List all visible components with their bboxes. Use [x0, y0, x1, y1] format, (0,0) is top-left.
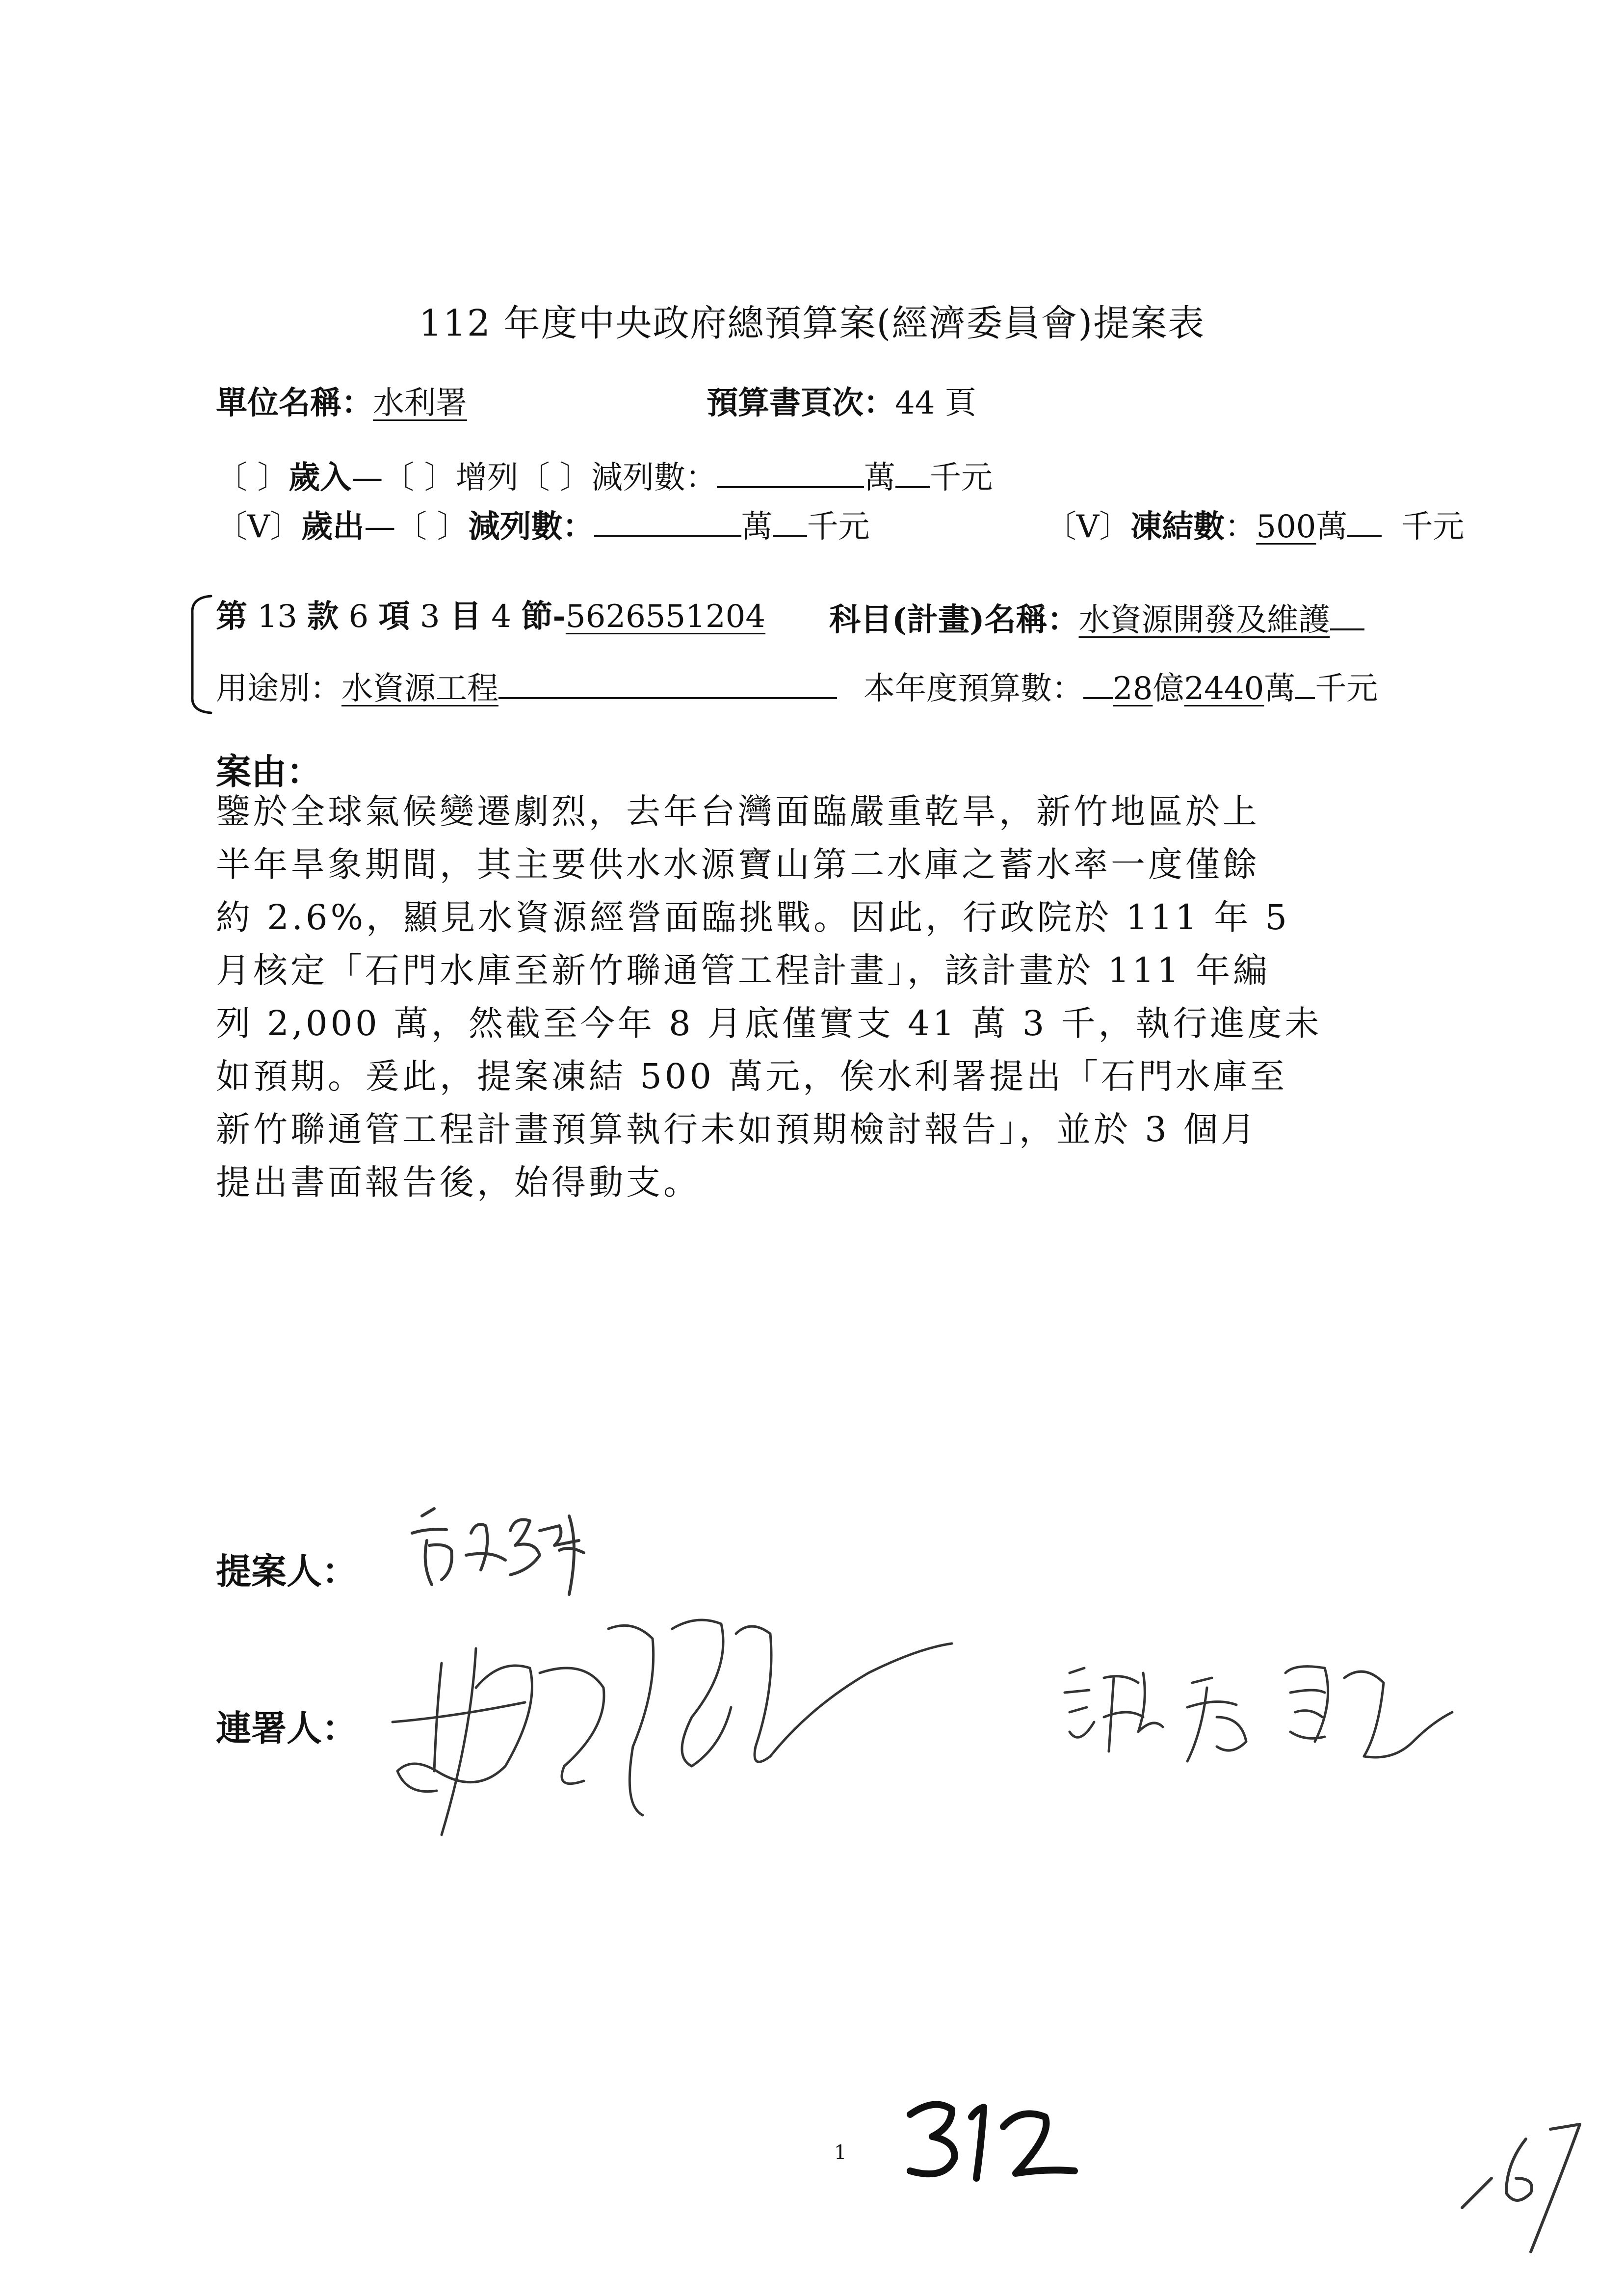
revenue-wan-blank [717, 459, 864, 488]
revenue-dash: — [351, 460, 383, 496]
revenue-add-checkbox: 〔 〕 [383, 460, 456, 496]
revenue-add-label: 增列 [455, 460, 519, 496]
budget-yi: 28 [1113, 671, 1153, 707]
page-ref-row [707, 385, 976, 421]
reason-line: 列 2,000 萬，然截至今年 8 月底僅實支 41 萬 3 千，執行進度未 [216, 1003, 1322, 1044]
budget-wan-label: 萬 [1264, 671, 1296, 707]
proposer-label: 提案人： [216, 1550, 358, 1592]
budget-yi-blank [1083, 670, 1113, 699]
expense-wan-label: 萬 [741, 509, 773, 545]
subject-label: 科目(計畫)名稱： [829, 601, 1079, 638]
revenue-checkbox: 〔 〕 [216, 460, 289, 496]
revenue-qian-blank [895, 459, 930, 488]
expense-dash: — [364, 509, 396, 545]
revenue-line [216, 459, 993, 494]
handwritten-number-312 [898, 2090, 1084, 2183]
usage-line [216, 670, 837, 707]
budget-qian-blank [1295, 670, 1315, 699]
unit-value: 水利署 [373, 385, 467, 421]
item-mu: 3 [419, 599, 440, 635]
freeze-checkbox: 〔V〕 [1045, 509, 1131, 545]
item-line [216, 598, 766, 635]
cosigner-signature-1 [378, 1560, 1016, 1845]
budget-wan: 2440 [1184, 671, 1264, 707]
expense-qian-label: 千元 [807, 509, 870, 545]
usage-value: 水資源工程 [341, 671, 498, 707]
item-xiang: 6 [348, 599, 369, 635]
reason-heading: 案由： [216, 751, 322, 792]
subject-row [829, 601, 1364, 636]
freeze-qian-label: 千元 [1401, 509, 1465, 545]
reason-line: 提出書面報告後，始得動支。 [216, 1162, 701, 1202]
budget-label: 本年度預算數： [864, 671, 1083, 707]
revenue-wan-label: 萬 [864, 460, 896, 496]
revenue-qian-label: 千元 [930, 460, 993, 496]
reason-line: 約 2.6%，顯見水資源經營面臨挑戰。因此，行政院於 111 年 5 [216, 897, 1290, 938]
budget-row [864, 670, 1378, 707]
expense-line [216, 508, 870, 543]
cosigner-label: 連署人： [216, 1707, 358, 1749]
item-mu-label: 目 [449, 598, 481, 635]
item-kuan-label: 款 [307, 598, 339, 635]
page-number: 1 [834, 2141, 847, 2164]
revenue-reduce-label: 減列數： [591, 460, 717, 496]
document-title: 112 年度中央政府總預算案(經濟委員會)提案表 [419, 302, 1205, 344]
freeze-label: 凍結數 [1130, 508, 1225, 545]
freeze-row [1045, 508, 1464, 543]
revenue-label: 歲入 [288, 459, 352, 496]
freeze-colon: ： [1225, 509, 1257, 545]
expense-label: 歲出 [301, 508, 365, 545]
revenue-reduce-checkbox: 〔 〕 [518, 460, 592, 496]
item-xiang-label: 項 [378, 598, 410, 635]
reason-line: 鑒於全球氣候變遷劇烈，去年台灣面臨嚴重乾旱，新竹地區於上 [216, 791, 1260, 832]
expense-reduce-checkbox: 〔 〕 [395, 509, 469, 545]
reason-line: 半年旱象期間，其主要供水水源寶山第二水庫之蓄水率一度僅餘 [216, 844, 1260, 885]
expense-qian-blank [773, 508, 807, 537]
item-jie-label: 節- [521, 598, 566, 635]
reason-line: 新竹聯通管工程計畫預算執行未如預期檢討報告」，並於 3 個月 [216, 1109, 1258, 1149]
freeze-value: 500 [1256, 509, 1316, 545]
page-ref-label: 預算書頁次： [707, 385, 895, 421]
subject-blank [1330, 601, 1364, 630]
unit-label: 單位名稱： [216, 385, 373, 421]
expense-wan-blank [594, 508, 741, 537]
item-code: 5626551204 [565, 599, 766, 635]
budget-yi-label: 億 [1153, 671, 1184, 707]
budget-qian-label: 千元 [1315, 671, 1378, 707]
item-jie: 4 [491, 599, 511, 635]
item-prefix: 第 [216, 598, 247, 635]
expense-checkbox: 〔V〕 [216, 509, 302, 545]
cosigner-signature-2 [1060, 1644, 1462, 1781]
reason-line: 月核定「石門水庫至新竹聯通管工程計畫」，該計畫於 111 年編 [216, 950, 1271, 991]
bracket-icon [182, 594, 221, 716]
page-ref-value: 44 頁 [895, 385, 976, 421]
reason-line: 如預期。爰此，提案凍結 500 萬元，俟水利署提出「石門水庫至 [216, 1056, 1288, 1096]
usage-label: 用途別： [216, 671, 341, 707]
unit-row [216, 385, 467, 421]
reason-body [216, 785, 1472, 1209]
freeze-qian-blank [1347, 508, 1382, 537]
subject-value: 水資源開發及維護 [1078, 602, 1330, 638]
usage-blank [498, 670, 837, 699]
item-kuan: 13 [257, 599, 297, 635]
freeze-wan-label: 萬 [1316, 509, 1348, 545]
handwritten-number-167 [1452, 2110, 1599, 2257]
expense-reduce-label: 減列數： [468, 508, 594, 545]
